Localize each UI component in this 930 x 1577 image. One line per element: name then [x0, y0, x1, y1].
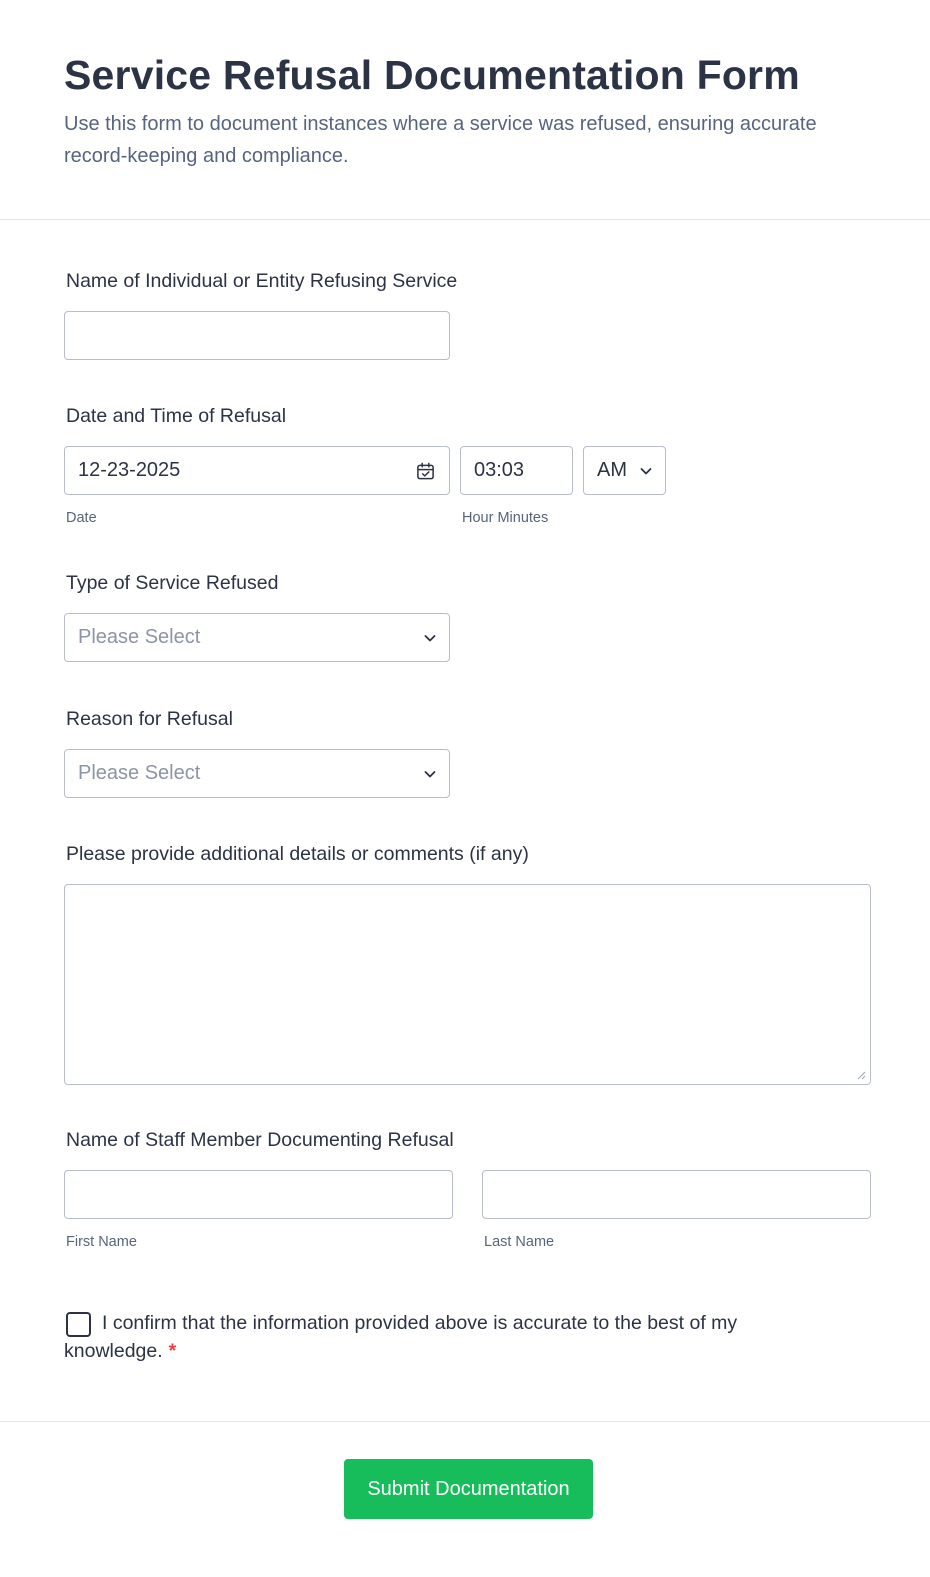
- datetime-label: Date and Time of Refusal: [66, 405, 287, 427]
- page-title: Service Refusal Documentation Form: [64, 52, 800, 98]
- first-name-sublabel: First Name: [66, 1234, 137, 1250]
- resize-handle-icon[interactable]: [856, 1070, 866, 1080]
- reason-label: Reason for Refusal: [66, 708, 233, 730]
- name-refusing-input[interactable]: [64, 311, 450, 360]
- service-type-select[interactable]: [64, 613, 450, 662]
- service-type-label: Type of Service Refused: [66, 572, 279, 594]
- ampm-value: AM: [597, 459, 627, 481]
- date-input[interactable]: [64, 446, 450, 495]
- required-mark: *: [168, 1340, 177, 1362]
- chevron-down-icon: [423, 631, 437, 645]
- details-label: Please provide additional details or comments (if any): [66, 843, 529, 865]
- calendar-icon[interactable]: [416, 462, 435, 481]
- footer-divider: [0, 1421, 930, 1422]
- last-name-sublabel: Last Name: [484, 1234, 555, 1250]
- submit-button[interactable]: Submit Documentation: [344, 1459, 593, 1519]
- name-refusing-label: Name of Individual or Entity Refusing Service: [66, 270, 458, 292]
- date-value: 12-23-2025: [78, 459, 181, 481]
- details-textarea[interactable]: [64, 884, 871, 1085]
- time-input[interactable]: [460, 446, 573, 495]
- chevron-down-icon: [639, 464, 653, 478]
- reason-select[interactable]: [64, 749, 450, 798]
- staff-name-label: Name of Staff Member Documenting Refusal: [66, 1129, 454, 1151]
- confirm-text: [64, 1309, 784, 1365]
- time-sublabel: Hour Minutes: [462, 510, 549, 526]
- form-header: [0, 0, 930, 220]
- ampm-select[interactable]: [583, 446, 666, 495]
- confirm-label: I confirm that the information provided above is accurate to the best of my knowledge.: [64, 1312, 738, 1362]
- time-value: 03:03: [474, 459, 525, 481]
- service-type-placeholder: Please Select: [78, 626, 201, 648]
- staff-last-name-input[interactable]: [482, 1170, 871, 1219]
- reason-placeholder: Please Select: [78, 762, 201, 784]
- date-sublabel: Date: [66, 510, 97, 526]
- staff-first-name-input[interactable]: [64, 1170, 453, 1219]
- page-subtitle: Use this form to document instances where a service was refused, ensuring accurate record-keeping and compliance.: [64, 113, 817, 167]
- chevron-down-icon: [423, 767, 437, 781]
